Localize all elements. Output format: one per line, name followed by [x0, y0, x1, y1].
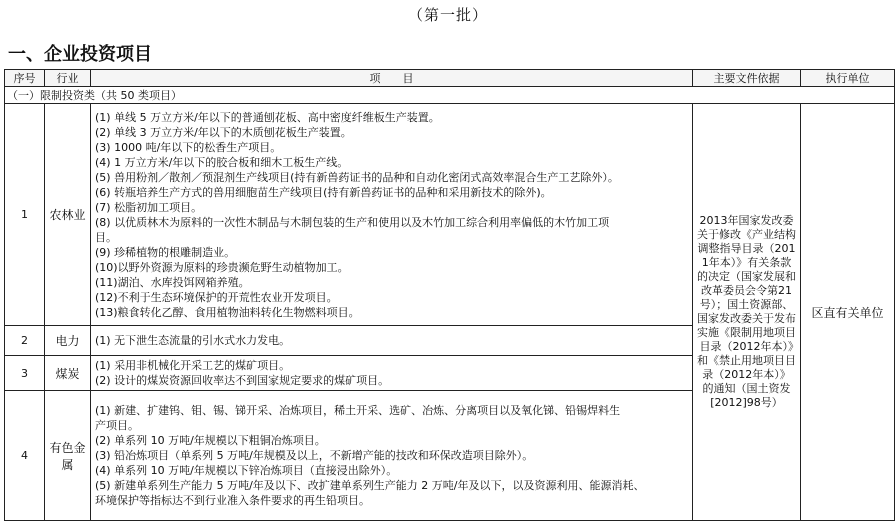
row-items: [91, 391, 693, 521]
row-seq: 2: [5, 326, 45, 356]
row-industry: 有色金属: [45, 391, 91, 521]
row-industry: 电力: [45, 326, 91, 356]
item-line: (12)不利于生态环境保护的开荒性农业开发项目。: [95, 290, 338, 304]
item-line: 目。: [95, 230, 117, 244]
table-row: [5, 104, 895, 326]
row-items: [91, 104, 693, 326]
item-line: (1) 采用非机械化开采工艺的煤矿项目。: [95, 359, 291, 372]
row-seq: 1: [5, 104, 45, 326]
project-table: [4, 69, 895, 521]
item-line: (1) 新建、扩建钨、钼、锡、锑开采、冶炼项目，稀土开采、选矿、冶炼、分离项目以及氧化锑、铅锡焊料生: [95, 404, 621, 417]
item-line: 产项目。: [95, 419, 139, 432]
header-item: 项 目: [91, 70, 693, 87]
item-line: (4) 单系列 10 万吨/年规模以下锌冶炼项目（直接浸出除外）。: [95, 464, 398, 477]
row-seq: 4: [5, 391, 45, 521]
item-line: (5) 新建单系列生产能力 5 万吨/年及以下、改扩建单系列生产能力 2 万吨/年及以下，以及资源利用、能源消耗、: [95, 479, 645, 492]
item-line: (3) 铅冶炼项目（单系列 5 万吨/年规模及以上，不新增产能的技改和环保改造项目除外）。: [95, 449, 534, 462]
item-line: (7) 松脂初加工项目。: [95, 200, 203, 214]
item-line: (4) 1 万立方米/年以下的胶合板和细木工板生产线。: [95, 155, 349, 169]
row-seq: 3: [5, 356, 45, 391]
item-line: (11)湖泊、水库投饵网箱养殖。: [95, 275, 250, 289]
item-line: (13)粮食转化乙醇、食用植物油料转化生物燃料项目。: [95, 305, 360, 319]
item-line: (6) 转瓶培养生产方式的兽用细胞苗生产线项目(持有新兽药证书的品种和采用新技术的除外)。: [95, 185, 552, 199]
item-line: (1) 无下泄生态流量的引水式水力发电。: [95, 334, 291, 347]
item-line: (2) 单线 3 万立方米/年以下的木质刨花板生产装置。: [95, 125, 352, 139]
header-docs: 主要文件依据: [693, 70, 801, 87]
batch-title: （第一批）: [407, 6, 488, 24]
row-items: [91, 356, 693, 391]
subheader-text: （一）限制投资类（共 50 类项目）: [5, 87, 895, 104]
table-header-row: [5, 70, 895, 87]
item-line: (5) 兽用粉剂／散剂／预混剂生产线项目(持有新兽药证书的品种和自动化密闭式高效率混合生产工艺除外）。: [95, 170, 619, 184]
row-industry: 农林业: [45, 104, 91, 326]
item-line: 环境保护等指标达不到行业准入条件要求的再生铅项目。: [95, 494, 370, 507]
item-line: (3) 1000 吨/年以下的松香生产项目。: [95, 140, 282, 154]
item-line: (8) 以优质林木为原料的一次性木制品与木制包装的生产和使用以及木竹加工综合利用率偏低的木竹加工项: [95, 215, 610, 229]
header-seq: 序号: [5, 70, 45, 87]
section-title: 一、企业投资项目: [8, 44, 152, 65]
item-line: (10)以野外资源为原料的珍贵濒危野生动植物加工。: [95, 260, 349, 274]
item-line: (9) 珍稀植物的根雕制造业。: [95, 245, 236, 259]
header-industry: 行业: [45, 70, 91, 87]
executing-unit: 区直有关单位: [801, 104, 895, 521]
item-line: (2) 设计的煤炭资源回收率达不到国家规定要求的煤矿项目。: [95, 374, 390, 387]
row-industry: 煤炭: [45, 356, 91, 391]
row-items: [91, 326, 693, 356]
item-line: (1) 单线 5 万立方米/年以下的普通刨花板、高中密度纤维板生产装置。: [95, 110, 440, 124]
item-line: (2) 单系列 10 万吨/年规模以下粗铜冶炼项目。: [95, 434, 326, 447]
docs-basis: 2013年国家发改委关于修改《产业结构调整指导目录（2011年本）》有关条款的决定（国家发展和改革委员会令第21号）；国土资源部、国家发改委关于发布实施《限制用地项目目录（2012年本）》和《禁止用地项目目录（2012年本）》的通知（国土资发[2012]98号）: [693, 104, 801, 521]
subheader-row: [5, 87, 895, 104]
header-unit: 执行单位: [801, 70, 895, 87]
